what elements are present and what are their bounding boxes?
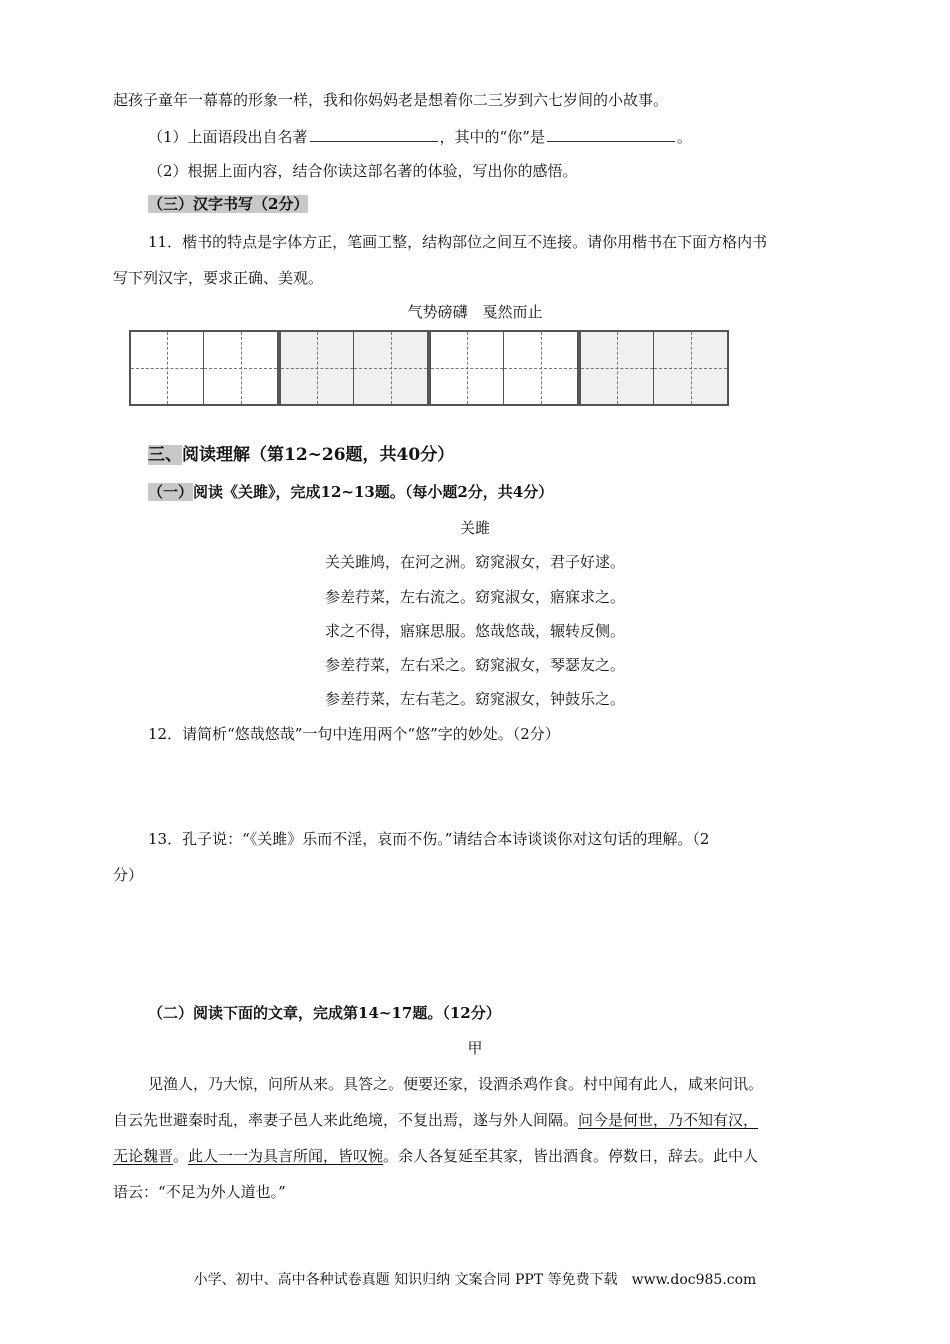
passage-tail-line: 起孩子童年一幕幕的形象一样，我和你妈妈老是想着你二三岁到六七岁间的小故事。 [113,91,669,109]
grid-cell[interactable] [431,332,504,404]
question-2-line: （2）根据上面内容，结合你读这部名著的体验，写出你的感悟。 [148,162,578,180]
characters-to-write: 气势磅礴 戛然而止 [407,303,543,321]
grid-cell[interactable] [281,332,354,404]
question-13-line-1: 13．孔子说：“《关雎》乐而不淫，哀而不伤。”请结合本诗谈谈你对这句话的理解。（2 [148,830,710,848]
grid-cell[interactable] [204,332,277,404]
grid-group-3 [429,330,579,406]
poem-line: 参差荇菜，左右芼之。窈窕淑女，钟鼓乐之。 [324,690,625,708]
passage-line-4: 语云：“不足为外人道也。” [113,1183,286,1201]
question-11-line-2: 写下列汉字，要求正确、美观。 [113,269,324,287]
grid-cell[interactable] [131,332,204,404]
grid-group-1 [129,330,279,406]
grid-cell[interactable] [354,332,427,404]
passage-line-2-text: 自云先世避秦时乱，率妻子邑人来此绝境，不复出焉，遂与外人间隔。 [113,1111,579,1129]
reading-section-heading [148,445,454,465]
part-1-heading [148,482,553,502]
grid-cell[interactable] [654,332,727,404]
section-3-heading-text: （三）汉字书写（2分） [148,195,309,213]
passage-line-2 [113,1110,758,1130]
passage-line-3-text: 。余人各复延至其家，皆出酒食。停数日，辞去。此中人 [383,1147,759,1165]
poem-line: 参差荇菜，左右采之。窈窕淑女，琴瑟友之。 [324,656,625,674]
question-11-line-1: 11．楷书的特点是字体方正，笔画工整，结构部位之间互不连接。请你用楷书在下面方格内书 [148,233,768,251]
grid-cell[interactable] [581,332,654,404]
passage-line-3 [113,1146,758,1166]
underlined-sentence-1-end: 无论魏晋 [113,1147,174,1165]
writing-grid [129,330,729,408]
poem-title: 关雎 [459,519,490,537]
part-2-heading: （二）阅读下面的文章，完成第14~17题。（12分） [148,1004,501,1022]
underlined-sentence-1: 问今是何世，乃不知有汉， [578,1111,759,1129]
part-1-heading-text: 阅读《关雎》，完成12~13题。（每小题2分，共4分） [193,483,554,501]
page-footer: 小学、初中、高中各种试卷真题 知识归纳 文案合同 PPT 等免费下载 www.doc985.com [193,1272,757,1288]
grid-cell[interactable] [504,332,577,404]
answer-blank-person[interactable] [547,126,675,142]
passage-line-1: 见渔人，乃大惊，问所从来。具答之。便要还家，设酒杀鸡作食。村中闻有此人，咸来问讯。 [148,1075,764,1093]
reading-heading-number: 三、 [148,445,182,465]
reading-heading-text: 阅读理解（第12~26题，共40分） [182,445,455,465]
poem-line: 关关雎鸠，在河之洲。窈窕淑女，君子好逑。 [324,553,625,571]
question-12: 12．请简析“悠哉悠哉”一句中连用两个“悠”字的妙处。（2分） [148,725,560,743]
grid-group-2 [279,330,429,406]
question-1-line [148,126,692,147]
question-1-part-c: 。 [676,128,692,146]
section-3-heading [148,194,308,214]
underlined-sentence-2: 此人一一为具言所闻，皆叹惋 [188,1147,384,1165]
question-1-part-b: ，其中的“你”是 [439,128,545,146]
question-13-line-2: 分） [113,866,144,884]
poem-line: 参差荇菜，左右流之。窈窕淑女，寤寐求之。 [324,588,625,606]
part-1-heading-number: （一） [148,483,194,501]
grid-group-4 [579,330,729,406]
question-1-part-a: （1）上面语段出自名著 [148,128,308,146]
passage-title: 甲 [467,1039,483,1057]
poem-line: 求之不得，寤寐思服。悠哉悠哉，辗转反侧。 [324,622,625,640]
answer-blank-book[interactable] [310,126,438,142]
passage-line-3-punct: 。 [173,1147,189,1165]
